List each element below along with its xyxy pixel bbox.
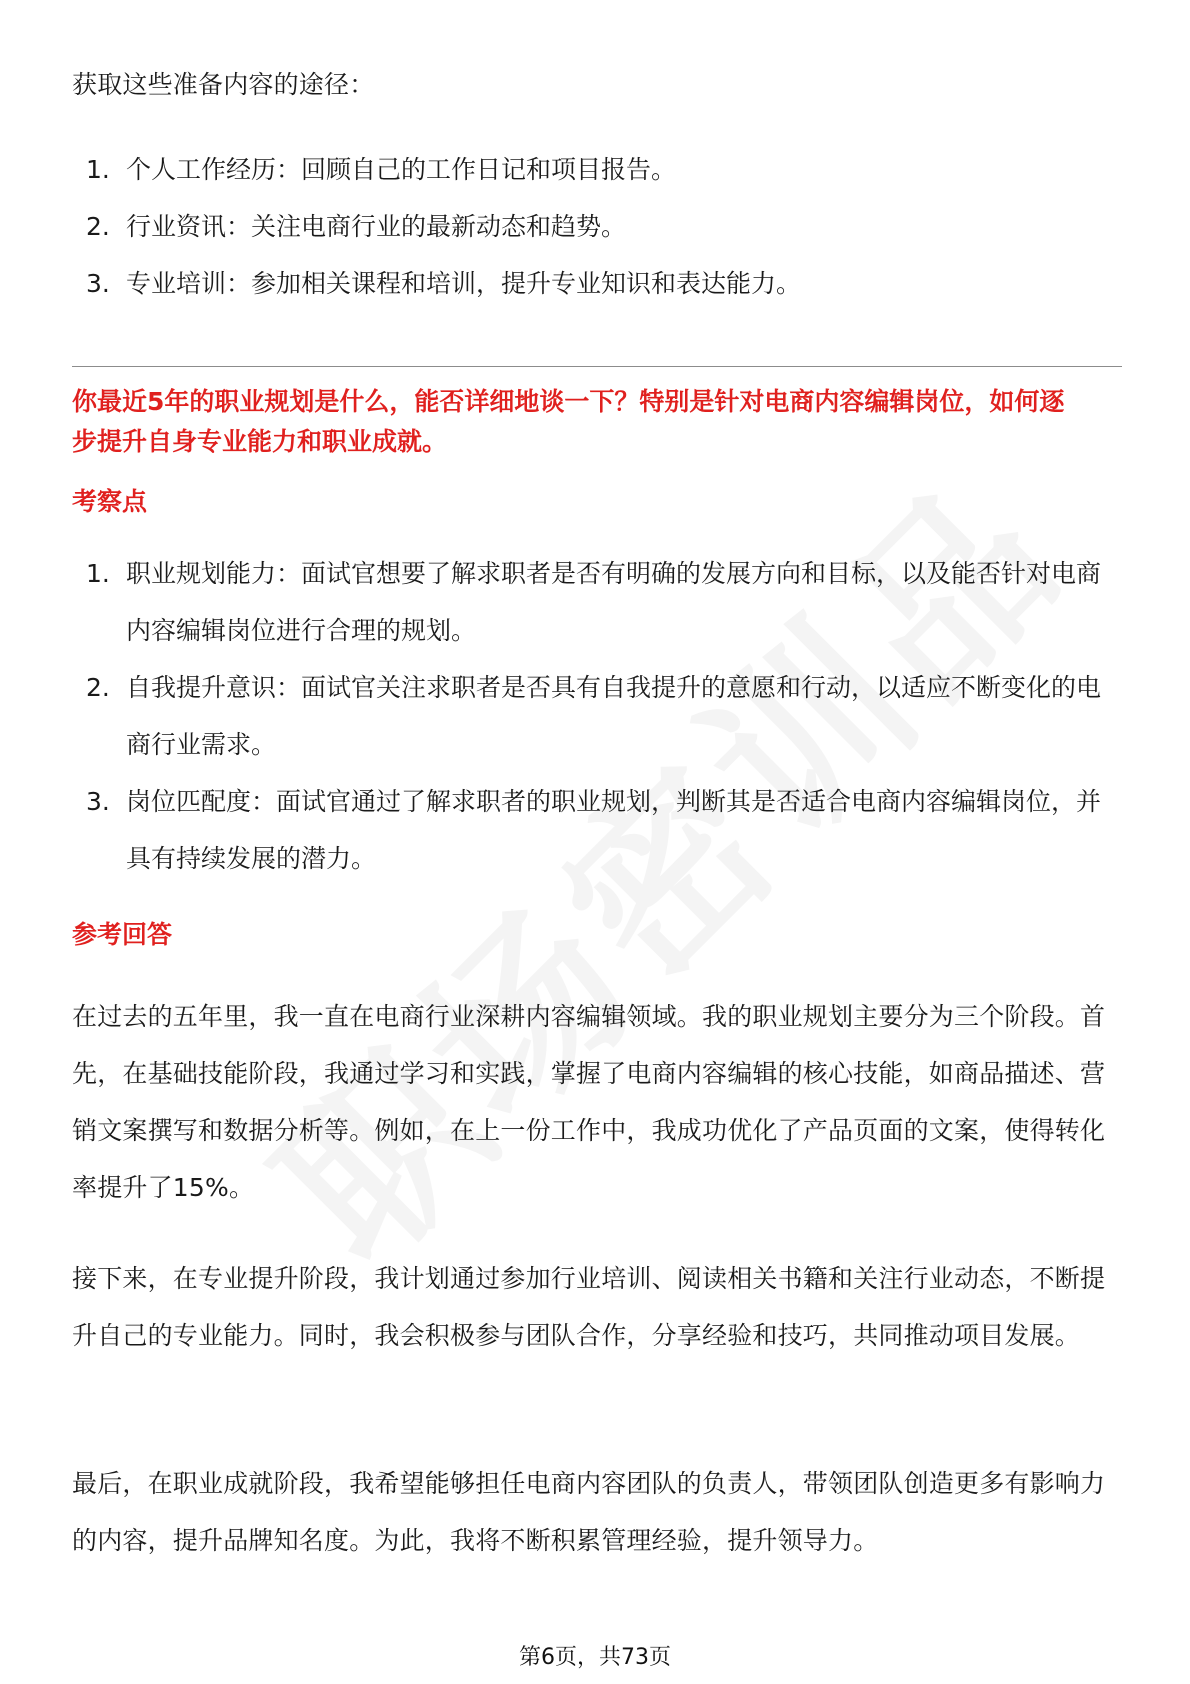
list-number: 3. bbox=[86, 269, 110, 298]
list-number: 2. bbox=[86, 212, 110, 241]
answer-paragraph: 在过去的五年里，我一直在电商行业深耕内容编辑领域。我的职业规划主要分为三个阶段。首先，在基础技能阶段，我通过学习和实践，掌握了电商内容编辑的核心技能，如商品描述、营销文案撰写和数据分析等。例如，在上一份工作中，我成功优化了产品页面的文案，使得转化率提升了15%。 bbox=[72, 1002, 1106, 1202]
list-item-text: 行业资讯：关注电商行业的最新动态和趋势。 bbox=[126, 212, 627, 241]
list-item-text: 岗位匹配度：面试官通过了解求职者的职业规划，判断其是否适合电商内容编辑岗位，并具有持续发展的潜力。 bbox=[126, 787, 1102, 873]
answer-paragraph: 接下来，在专业提升阶段，我计划通过参加行业培训、阅读相关书籍和关注行业动态，不断提升自己的专业能力。同时，我会积极参与团队合作，分享经验和技巧，共同推动项目发展。 bbox=[72, 1264, 1106, 1350]
answer-paragraph: 最后，在职业成就阶段，我希望能够担任电商内容团队的负责人，带领团队创造更多有影响力的内容，提升品牌知名度。为此，我将不断积累管理经验，提升领导力。 bbox=[72, 1469, 1106, 1555]
question-title: 你最近5年的职业规划是什么，能否详细地谈一下？特别是针对电商内容编辑岗位，如何逐步提升自身专业能力和职业成就。 bbox=[72, 387, 1065, 456]
list-item bbox=[72, 545, 1122, 659]
points-list bbox=[72, 545, 1122, 887]
sources-list bbox=[72, 141, 1122, 312]
list-item-text: 职业规划能力：面试官想要了解求职者是否有明确的发展方向和目标，以及能否针对电商内容编辑岗位进行合理的规划。 bbox=[126, 559, 1102, 645]
list-number: 1. bbox=[86, 155, 110, 184]
section-divider bbox=[72, 366, 1122, 367]
intro-text: 获取这些准备内容的途径： bbox=[72, 70, 375, 99]
list-item bbox=[72, 773, 1122, 887]
list-item bbox=[72, 659, 1122, 773]
list-item-text: 个人工作经历：回顾自己的工作日记和项目报告。 bbox=[126, 155, 677, 184]
kaochadian-heading: 考察点 bbox=[72, 487, 148, 516]
list-number: 3. bbox=[86, 787, 110, 816]
list-item-text: 自我提升意识：面试官关注求职者是否具有自我提升的意愿和行动，以适应不断变化的电商行业需求。 bbox=[126, 673, 1102, 759]
list-item bbox=[72, 141, 1122, 198]
list-item bbox=[72, 255, 1122, 312]
list-item-text: 专业培训：参加相关课程和培训，提升专业知识和表达能力。 bbox=[126, 269, 802, 298]
list-number: 1. bbox=[86, 559, 110, 588]
list-item bbox=[72, 198, 1122, 255]
answer-heading: 参考回答 bbox=[72, 920, 173, 949]
page-footer: 第6页，共73页 bbox=[519, 1645, 671, 1670]
list-number: 2. bbox=[86, 673, 110, 702]
